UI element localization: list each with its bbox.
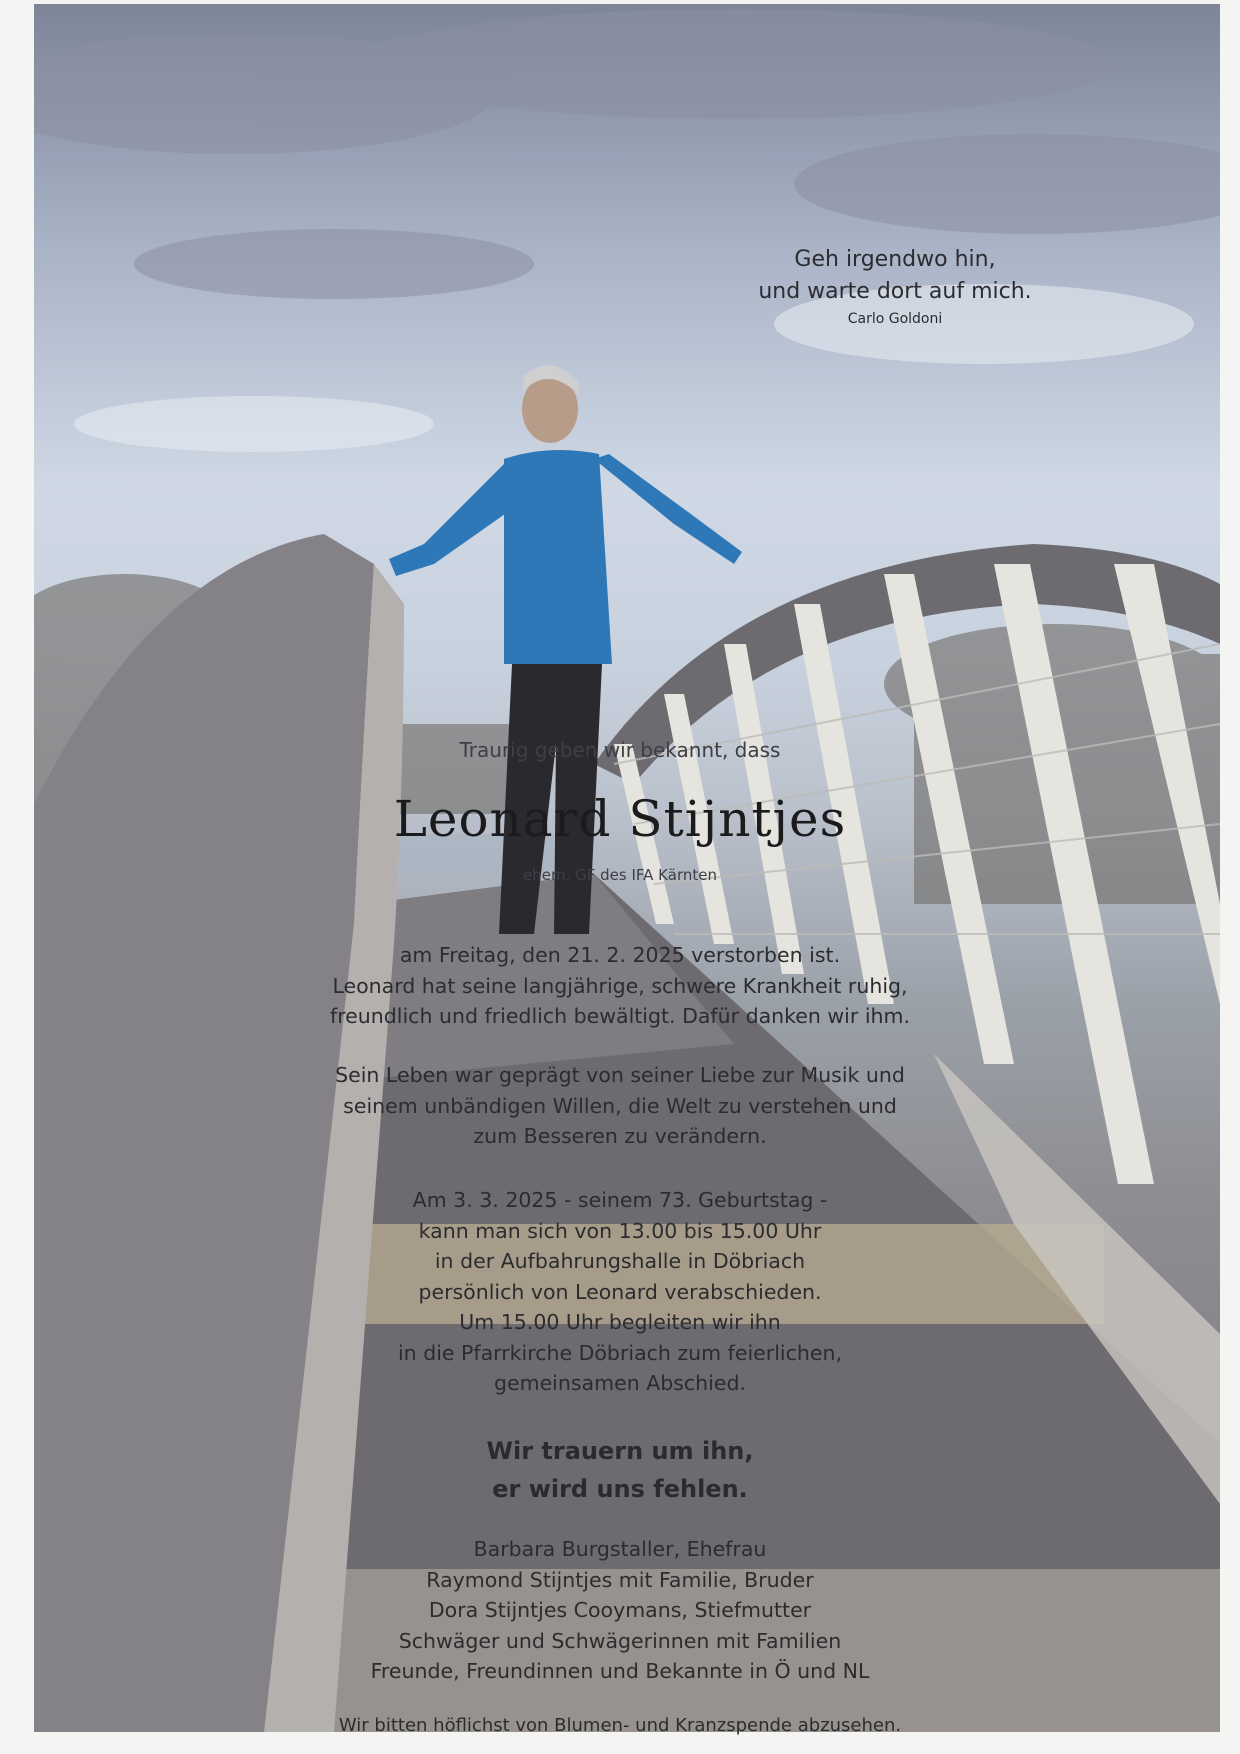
text-line: persönlich von Leonard verabschieden. [418,1279,822,1304]
text-line: Am 3. 3. 2025 - seinem 73. Geburtstag - [412,1188,828,1212]
mourners-list [0,1534,1240,1687]
quote-block [700,244,1090,330]
text-line: freundlich und friedlich bewältigt. Dafür danken wir ihm. [329,1004,910,1028]
mourner-entry: Barbara Burgstaller, Ehefrau [473,1537,767,1561]
quote-line: und warte dort auf mich. [758,279,1032,304]
paragraph-farewell [0,1185,1240,1399]
deceased-name: Leonard Stijntjes [393,790,847,848]
quote-author: Carlo Goldoni [847,311,943,327]
text-line: Um 15.00 Uhr begleiten wir ihn [459,1310,781,1334]
flowers-note: Wir bitten höflichst von Blumen- und Kranzspende abzusehen. [338,1715,902,1736]
text-line: Sein Leben war geprägt von seiner Liebe zur Musik und [335,1063,905,1087]
text-line: in der Aufbahrungshalle in Döbriach [434,1249,806,1273]
paragraph-life [0,1060,1240,1152]
text-line: zum Besseren zu verändern. [473,1124,767,1148]
text-line: am Freitag, den 21. 2. 2025 verstorben ist. [399,943,841,967]
closing-line: Wir trauern um ihn, [486,1437,754,1465]
text-line: gemeinsamen Abschied. [493,1371,747,1395]
quote-line: Geh irgendwo hin, [794,247,996,272]
closing-line: er wird uns fehlen. [492,1475,748,1503]
mourner-entry: Freunde, Freundinnen und Bekannte in Ö und NL [370,1659,870,1683]
closing-words [0,1432,1240,1508]
mourner-entry: Schwäger und Schwägerinnen mit Familien [398,1628,842,1653]
mourner-entry: Dora Stijntjes Cooymans, Stiefmutter [428,1598,812,1622]
mourner-entry: Raymond Stijntjes mit Familie, Bruder [426,1567,814,1592]
text-line: kann man sich von 13.00 bis 15.00 Uhr [418,1218,822,1243]
text-line: seinem unbändigen Willen, die Welt zu verstehen und [343,1093,897,1118]
text-line: in die Pfarrkirche Döbriach zum feierlichen, [397,1340,842,1365]
paragraph-death-notice [0,940,1240,1032]
deceased-role: ehem. GF des IFA Kärnten [523,866,717,884]
text-line: Leonard hat seine langjährige, schwere Krankheit ruhig, [332,973,908,998]
intro-text: Traurig geben wir bekannt, dass [459,738,781,762]
